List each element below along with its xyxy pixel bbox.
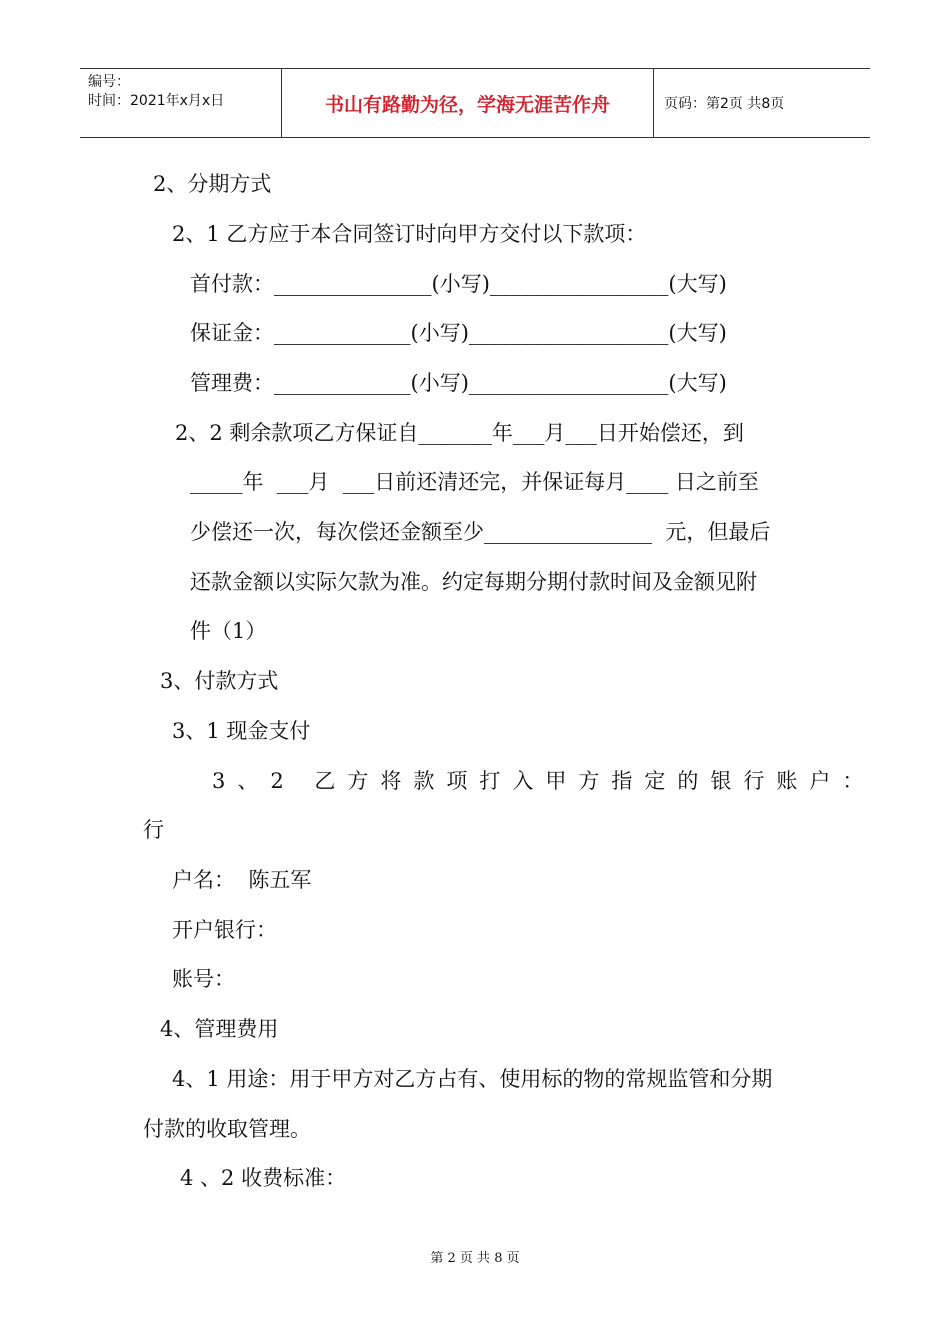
paragraph-line: 户名： 陈五军 — [172, 868, 312, 892]
section-heading: 4、管理费用 — [160, 1017, 279, 1041]
header-motto: 书山有路勤为径，学海无涯苦作舟 — [282, 69, 654, 137]
paragraph-line: 首付款：_______________(小写)_________________(大写) — [190, 272, 727, 296]
section-heading: 2、分期方式 — [153, 172, 272, 196]
paragraph-line: 件（1） — [190, 619, 267, 643]
header-page-info: 页码：第2页 共8页 — [664, 96, 785, 112]
paragraph-line: 账号： — [172, 967, 235, 991]
header-meta — [80, 69, 282, 137]
paragraph-line: 2、1 乙方应于本合同签订时向甲方交付以下款项： — [172, 222, 647, 246]
paragraph-line: 3、1 现金支付 — [172, 719, 311, 743]
paragraph-line: 行 — [143, 818, 164, 842]
paragraph-line: 4、1 用途：用于甲方对乙方占有、使用标的物的常规监管和分期 — [172, 1067, 773, 1091]
time-label: 时间：2021年x月x日 — [88, 93, 225, 109]
paragraph-line: 4 、2 收费标准： — [180, 1166, 347, 1190]
paragraph-line: 少偿还一次，每次偿还金额至少________________ 元，但最后 — [190, 520, 771, 544]
paragraph-line: 2、2 剩余款项乙方保证自_______年___月___日开始偿还，到 — [175, 421, 744, 445]
paragraph-line: 管理费：_____________(小写)___________________(大写) — [190, 371, 727, 395]
page-footer: 第 2 页 共 8 页 — [430, 1251, 520, 1266]
page-header — [80, 68, 870, 138]
paragraph-line: 还款金额以实际欠款为准。约定每期分期付款时间及金额见附 — [190, 570, 757, 594]
section-heading: 3、付款方式 — [160, 669, 279, 693]
paragraph-line: _____年 ___月 ___日前还清还完，并保证每月____ 日之前至 — [190, 470, 759, 494]
paragraph-line: 开户银行： — [172, 918, 277, 942]
paragraph-line: 保证金：_____________(小写)___________________(大写) — [190, 321, 727, 345]
paragraph-line: 付款的收取管理。 — [143, 1117, 311, 1141]
paragraph-line: 3、2 乙方将款项打入甲方指定的银行账户： — [212, 769, 876, 793]
number-label: 编号： — [88, 74, 130, 90]
